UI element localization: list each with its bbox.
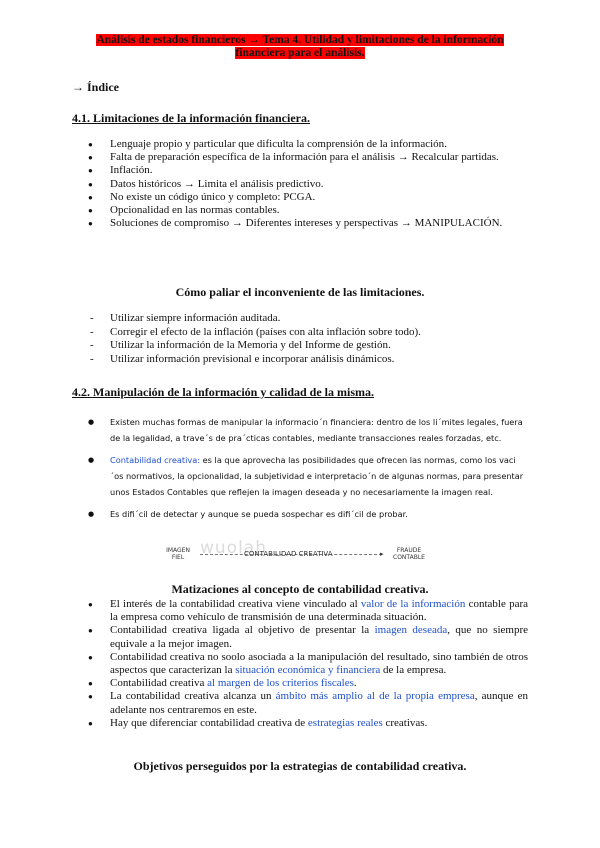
list-item: ● Opcionalidad en las normas contables. [72,204,528,217]
text: Contabilidad creativa [110,677,208,690]
text: Contabilidad creativa no soolo asociada a la manipulación del resultado, sino también de otros aspectos que caracterizan la [110,650,528,677]
diagram-label-right: FRAUDE CONTABLE [393,547,425,561]
list-item: - Utilizar información previsional e incorporar análisis dinámicos. [72,353,528,367]
manipulation-list [72,414,528,522]
highlight: imagen deseada [374,624,448,637]
highlight: al margen de los criterios fiscales [207,677,354,690]
text: . [353,677,357,690]
list-item: ● Es difi´cil de detectar y aunque se pueda sospechar es difi´cil de probar. [72,506,528,522]
list-item [72,452,528,500]
limitations-list [72,138,528,230]
highlight: situación económica y financiera [235,664,381,677]
list-item: ● Falta de preparación específica de la información para el análisis → Recalcular partidas. [72,151,528,164]
index-link[interactable]: → Índice [72,80,120,94]
page-title [96,34,504,60]
text: Hay que diferenciar contabilidad creativa de [110,716,308,729]
text: Contabilidad creativa ligada al objetivo de presentar la [110,624,375,637]
list-item: ● Inflación. [72,164,528,177]
list-item: - Corregir el efecto de la inflación (países con alta inflación sobre todo). [72,326,528,340]
nuances-list [72,598,528,730]
list-item: - Utilizar la información de la Memoria y del Informe de gestión. [72,339,528,353]
section-heading-4-1: 4.1. Limitaciones de la información financiera. [72,111,310,125]
list-item [72,651,528,677]
accounting-spectrum-diagram [160,545,440,569]
highlight: estrategias reales [307,716,383,729]
arrow-right-icon: ▸ [380,550,384,558]
text: contable para la empresa como vehículo de transmisión de una determinada situación. [110,598,529,624]
list-item: ● Soluciones de compromiso → Diferentes intereses y perspectivas → MANIPULACIÓN. [72,217,528,230]
list-item [72,624,528,650]
diagram-label-middle: CONTABILIDAD CREATIVA [244,550,333,558]
list-item: ● Datos históricos → Limita el análisis predictivo. [72,178,528,191]
remedies-list [72,312,528,366]
subheading-objetivos: Objetivos perseguidos por la estrategias de contabilidad creativa. [133,759,467,773]
creative-accounting-definition: es la que aprovecha las posibilidades que ofrecen las normas, como los vaci´os normativos, la opcionalidad, la subjetividad e interpretacio´n de algunas normas, para presentar unos Estados Contables que reflejen la imagen deseada y no necesariamente la imagen real. [110,455,524,497]
subheading-paliar: Cómo paliar el inconveniente de las limitaciones. [175,285,425,299]
list-item [72,677,528,690]
list-item [72,598,528,624]
highlight: valor de la información [360,598,466,610]
text: La contabilidad creativa alcanza un [110,690,276,703]
text: , que no siempre equivale a la mejor imagen. [110,624,528,650]
title-highlight: Análisis de estados financieros → Tema 4. Utilidad y limitaciones de la información financiera para el análisis. [96,34,504,59]
list-item: ● Existen muchas formas de manipular la informacio´n financiera: dentro de los li´mites legales, fuera de la legalidad, a trave´s de pra´cticas contables, mediante transacciones reales forzadas, etc. [72,414,528,446]
list-item: ● No existe un código único y completo: PCGA. [72,191,528,204]
text: de la empresa. [380,664,447,677]
highlight: ámbito más amplio al de la propia empresa [275,690,475,703]
list-item [72,717,528,730]
list-item [72,690,528,716]
list-item: ● Lenguaje propio y particular que dificulta la comprensión de la información. [72,138,528,151]
text: El interés de la contabilidad creativa viene vinculado al [110,598,361,610]
creative-accounting-term: Contabilidad creativa: [110,455,201,465]
watermark: wuolah [200,538,267,558]
text: , aunque en adelante nos centraremos en este. [110,690,528,716]
section-heading-4-2: 4.2. Manipulación de la información y calidad de la misma. [72,385,375,399]
list-item: - Utilizar siempre información auditada. [72,312,528,326]
diagram-label-left: IMAGEN FIEL [166,547,190,561]
text: creativas. [382,716,428,729]
subheading-matizaciones: Matizaciones al concepto de contabilidad creativa. [171,582,429,596]
